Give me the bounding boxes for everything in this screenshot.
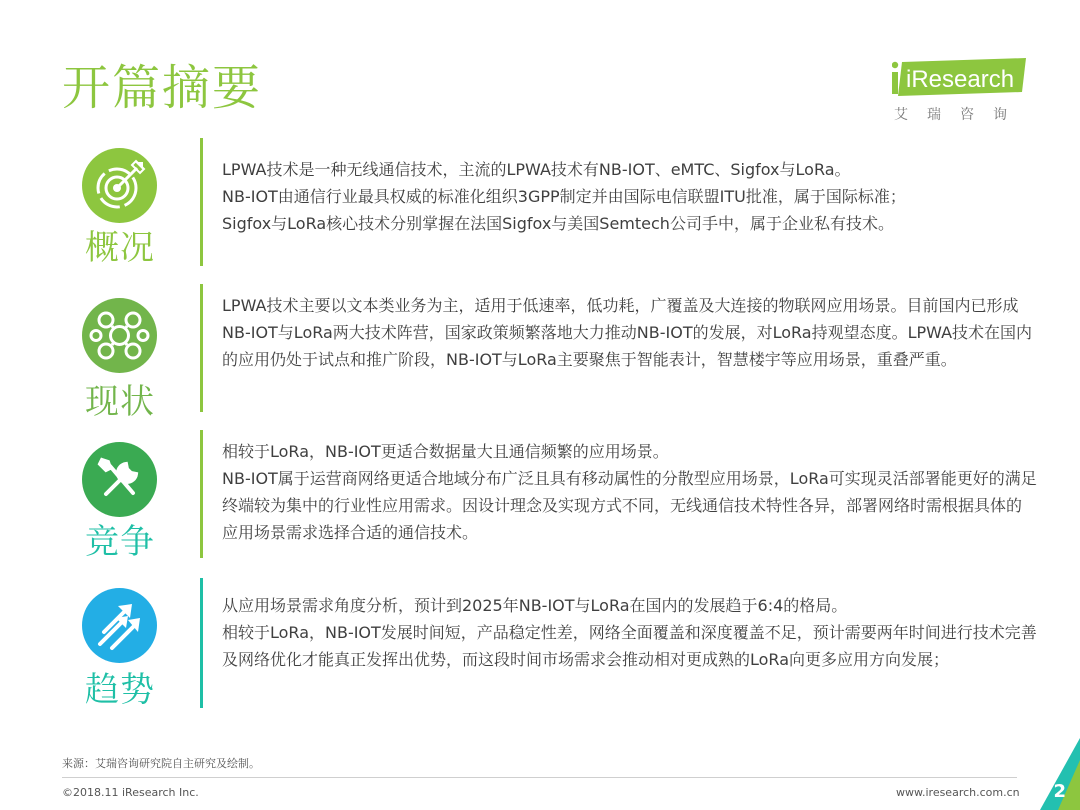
paragraph: 从应用场景需求角度分析，预计到2025年NB-IOT与LoRa在国内的发展趋于6:4的格局。 (222, 596, 848, 615)
section-text (222, 592, 1037, 673)
divider (200, 138, 203, 266)
section-label: 趋势 (85, 670, 155, 710)
section-text (222, 156, 1037, 237)
network-nodes-icon (82, 298, 157, 373)
section-label: 竞争 (85, 522, 155, 562)
divider (200, 430, 203, 558)
section-text (222, 438, 1037, 546)
divider (200, 284, 203, 412)
logo-subtitle: 艾瑞咨询 (894, 107, 1026, 123)
website-link[interactable]: www.iresearch.com.cn (896, 786, 1020, 799)
logo-badge-icon (892, 58, 1030, 98)
page-title: 开篇摘要 (62, 60, 263, 116)
logo-text: iResearch (906, 66, 1015, 93)
paragraph: 相较于LoRa，NB-IOT发展时间短，产品稳定性差，网络全面覆盖和深度覆盖不足，预计需要两年时间进行技术完善及网络优化才能真正发挥出优势，而这段时间市场需求会推动相对更成熟的LoRa向更多应用方向发展； (222, 623, 1037, 669)
section-text (222, 292, 1037, 373)
paragraph: LPWA技术是一种无线通信技术，主流的LPWA技术有NB-IOT、eMTC、Sigfox与LoRa。 (222, 160, 851, 179)
trend-arrows-icon (82, 588, 157, 663)
divider (200, 578, 203, 708)
paragraph: NB-IOT属于运营商网络更适合地域分布广泛且具有移动属性的分散型应用场景，LoRa可实现灵活部署能更好的满足终端较为集中的行业性应用需求。因设计理念及实现方式不同，无线通信技术特性各异，部署网络时需根据具体的应用场景需求选择合适的通信技术。 (222, 469, 1037, 542)
tools-icon (82, 442, 157, 517)
target-arrow-icon (82, 148, 157, 223)
section-label: 现状 (85, 382, 155, 422)
paragraph: LPWA技术主要以文本类业务为主，适用于低速率，低功耗，广覆盖及大连接的物联网应用场景。目前国内已形成NB-IOT与LoRa两大技术阵营，国家政策频繁落地大力推动NB-IOT的发展，对LoRa持观望态度。LPWA技术在国内的应用仍处于试点和推广阶段，NB-IOT与LoRa主要聚焦于智能表计，智慧楼宇等应用场景，重叠严重。 (222, 296, 1033, 369)
paragraph: Sigfox与LoRa核心技术分别掌握在法国Sigfox与美国Semtech公司手中，属于企业私有技术。 (222, 214, 894, 233)
iresearch-logo (892, 58, 1032, 128)
section-label: 概况 (85, 228, 155, 268)
source-note: 来源：艾瑞咨询研究院自主研究及绘制。 (62, 757, 260, 770)
paragraph: 相较于LoRa，NB-IOT更适合数据量大且通信频繁的应用场景。 (222, 442, 669, 461)
page-number: 2 (1053, 781, 1066, 802)
copyright: ©2018.11 iResearch Inc. (62, 786, 199, 799)
footer-divider (62, 777, 1017, 778)
paragraph: NB-IOT由通信行业最具权威的标准化组织3GPP制定并由国际电信联盟ITU批准，属于国际标准； (222, 187, 906, 206)
corner-decoration (1000, 730, 1080, 810)
